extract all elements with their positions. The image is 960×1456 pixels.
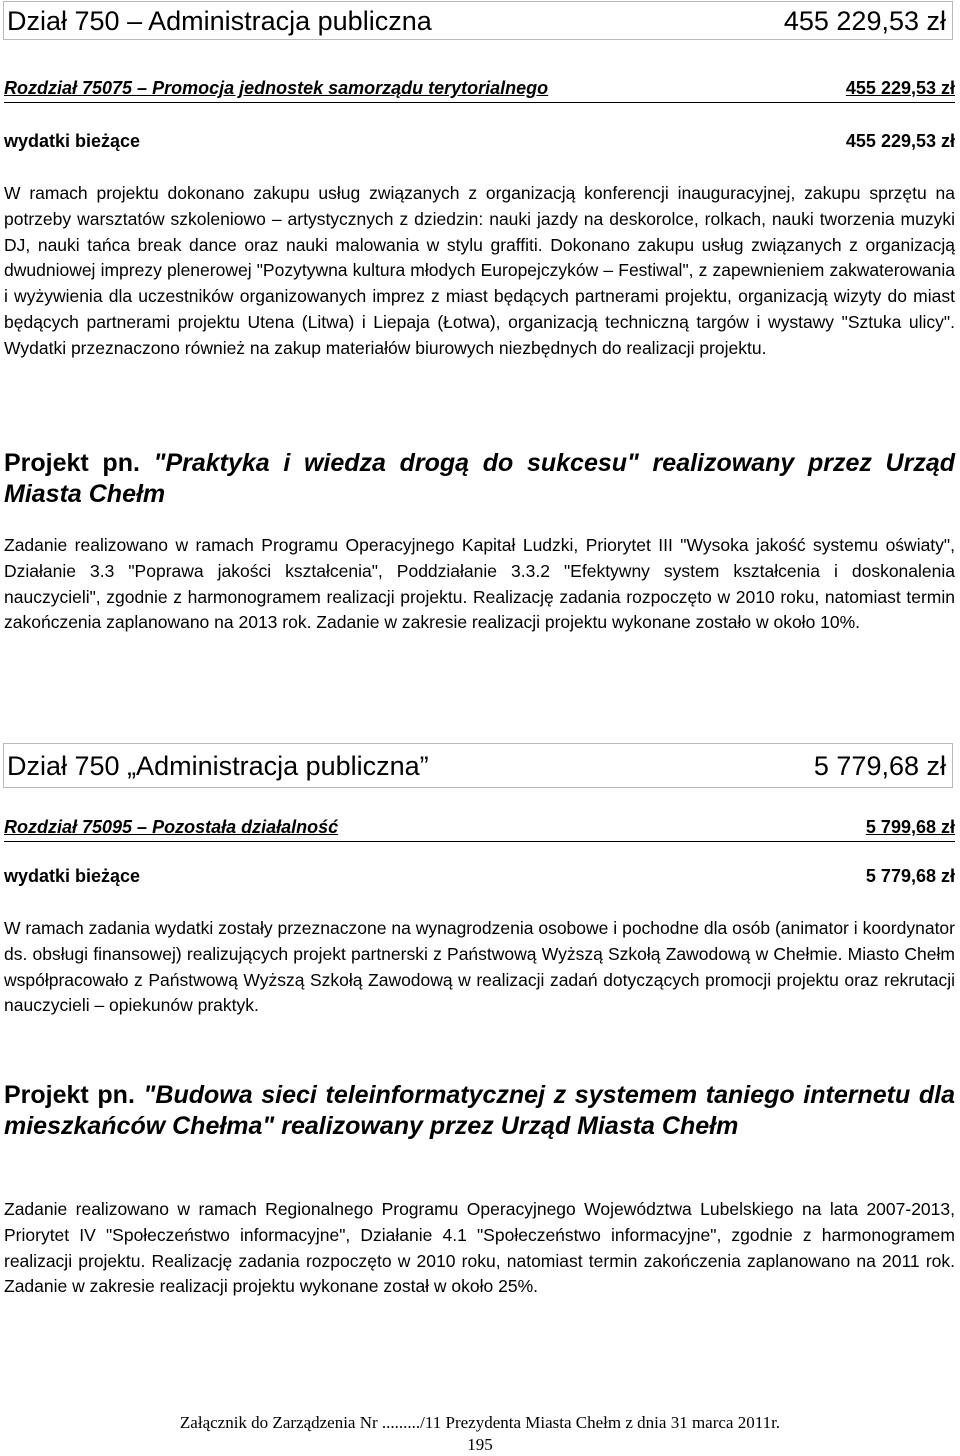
wydatki-amount: 5 779,68 zł bbox=[865, 866, 955, 886]
rozdzial-title: Rozdział 75075 – Promocja jednostek samorządu terytorialnego bbox=[4, 78, 549, 98]
wydatki-row-2 bbox=[4, 866, 955, 890]
project-name: "Praktyka i wiedza drogą do sukcesu" realizowany przez Urząd Miasta Chełm bbox=[4, 449, 955, 508]
project-heading-1 bbox=[4, 448, 955, 510]
dzial-amount: 455 229,53 zł bbox=[783, 6, 946, 36]
wydatki-label: wydatki bieżące bbox=[4, 866, 141, 886]
dzial-amount: 5 779,68 zł bbox=[813, 751, 946, 781]
project-name: "Budowa sieci teleinformatycznej z systemem taniego internetu dla mieszkańców Chełma" realizowany przez Urząd Miasta Chełm bbox=[4, 1081, 956, 1140]
dzial-header-1 bbox=[3, 1, 953, 40]
wydatki-amount: 455 229,53 zł bbox=[845, 131, 955, 151]
page-number: 195 bbox=[467, 1435, 493, 1454]
wydatki-label: wydatki bieżące bbox=[4, 131, 141, 151]
project-prefix: Projekt pn. bbox=[4, 1081, 144, 1109]
dzial-title: Dział 750 „Administracja publiczna” bbox=[7, 751, 429, 781]
dzial-header-2 bbox=[3, 743, 953, 788]
rozdzial-row-1 bbox=[4, 78, 955, 103]
rozdzial-amount: 5 799,68 zł bbox=[865, 817, 955, 837]
description-paragraph-1: W ramach projektu dokonano zakupu usług związanych z organizacją konferencji inauguracyjnej, zakupu sprzętu na potrzeby warsztatów szkoleniowo – artystycznych z dziedzin: nauki jazdy na deskorolce, rolkach, nauki tworzenia muzyki DJ, nauki tańca break dance oraz nauki malowania w stylu graffiti. Dokonano zakupu usług związanych z organizacją dwudniowej imprezy plenerowej "Pozytywna kultura młodych Europejczyków – Festiwal", z zapewnieniem zakwaterowania i wyżywienia dla uczestników organizowanych imprez z miast będących partnerami projektu, organizacją wizyty do miast będących partnerami projektu Utena (Litwa) i Liepaja (Łotwa), organizacją techniczną targów i wystawy "Sztuka ulicy". Wydatki przeznaczono również na zakup materiałów biurowych niezbędnych do realizacji projektu. bbox=[4, 183, 955, 358]
footer-attachment-note: Załącznik do Zarządzenia Nr ........./11 Prezydenta Miasta Chełm z dnia 31 marca 2011r. bbox=[179, 1413, 781, 1432]
page-footer bbox=[0, 1412, 960, 1456]
description-paragraph-2: W ramach zadania wydatki zostały przeznaczone na wynagrodzenia osobowe i pochodne dla osób (animator i koordynator ds. obsługi finansowej) realizujących projekt partnerski z Państwową Wyższą Szkołą Zawodową w Chełmie. Miasto Chełm współpracowało z Państwową Wyższą Szkołą Zawodową w realizacji zadań dotyczących promocji projektu oraz rekrutacji nauczycieli – opiekunów praktyk. bbox=[4, 918, 955, 1016]
project-description-1: Zadanie realizowano w ramach Programu Operacyjnego Kapitał Ludzki, Priorytet III "Wysoka jakość systemu oświaty", Działanie 3.3 "Poprawa jakości kształcenia", Poddziałanie 3.3.2 "Efektywny system kształcenia i doskonalenia nauczycieli", zgodnie z harmonogramem realizacji projektu. Realizację zadania rozpoczęto w 2010 roku, natomiast termin zakończenia zaplanowano na 2013 rok. Zadanie w zakresie realizacji projektu wykonane zostało w około 10%. bbox=[4, 535, 955, 633]
wydatki-row-1 bbox=[4, 131, 955, 155]
project-heading-2 bbox=[4, 1080, 955, 1142]
rozdzial-amount: 455 229,53 zł bbox=[845, 78, 955, 98]
project-description-2: Zadanie realizowano w ramach Regionalnego Programu Operacyjnego Województwa Lubelskiego na lata 2007-2013, Priorytet IV "Społeczeństwo informacyjne", Działanie 4.1 "Społeczeństwo informacyjne", zgodnie z harmonogramem realizacji projektu. Realizację zadania rozpoczęto w 2010 roku, natomiast termin zakończenia zaplanowano na 2011 rok. Zadanie w zakresie realizacji projektu wykonane został w około 25%. bbox=[4, 1199, 955, 1297]
rozdzial-title: Rozdział 75095 – Pozostała działalność bbox=[4, 817, 339, 837]
project-prefix: Projekt pn. bbox=[4, 449, 154, 477]
rozdzial-row-2 bbox=[4, 817, 955, 842]
dzial-title: Dział 750 – Administracja publiczna bbox=[7, 6, 432, 36]
